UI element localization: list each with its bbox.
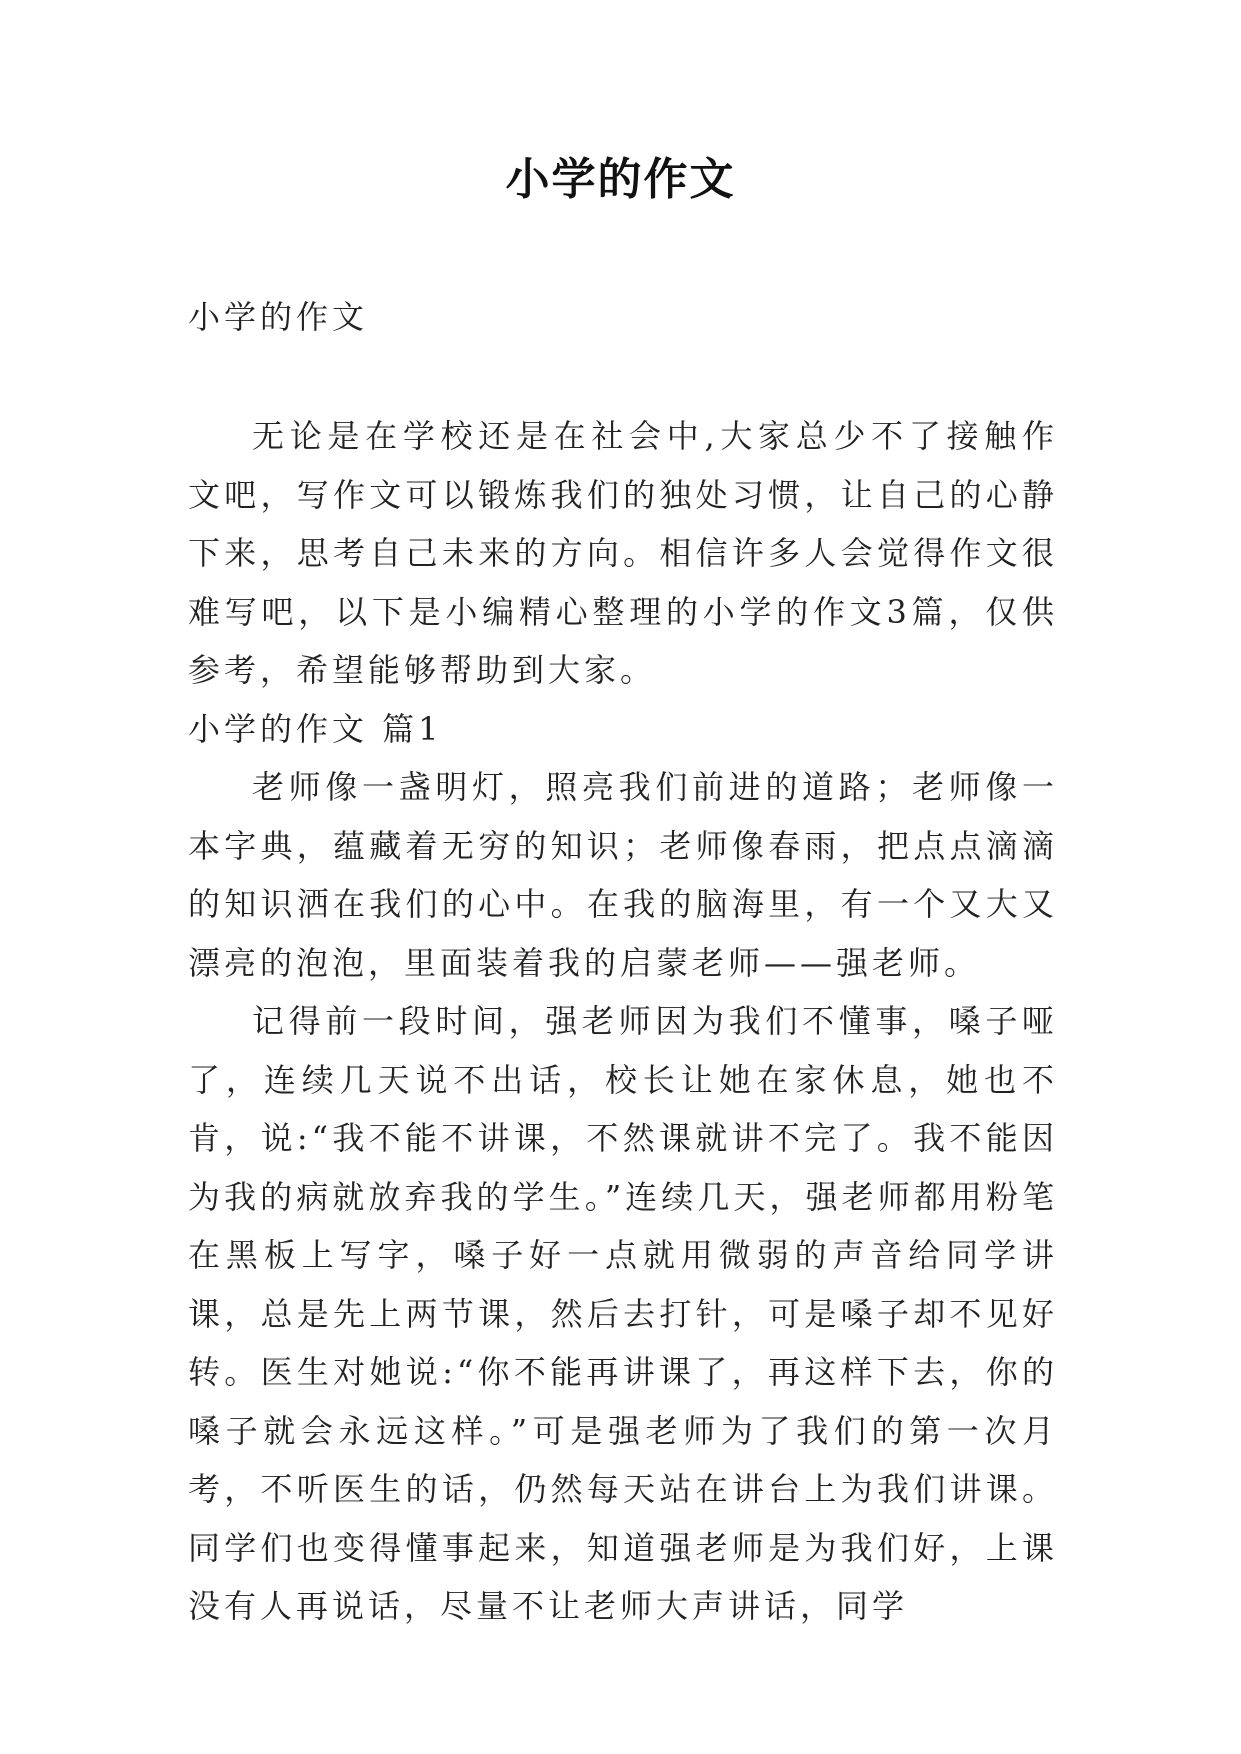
- section-heading: 小学的作文 篇1: [188, 709, 443, 748]
- body-paragraph-1: 老师像一盏明灯，照亮我们前进的道路；老师像一本字典，蕴藏着无穷的知识；老师像春雨，把点点滴滴的知识洒在我们的心中。在我的脑海里，有一个又大又漂亮的泡泡，里面装着我的启蒙老师——强老师。: [188, 768, 1058, 982]
- body-paragraph-2: 记得前一段时间，强老师因为我们不懂事，嗓子哑了，连续几天说不出话，校长让她在家休息，她也不肯，说:“我不能不讲课，不然课就讲不完了。我不能因为我的病就放弃我的学生。”连续几天，强老师都用粉笔在黑板上写字，嗓子好一点就用微弱的声音给同学讲课，总是先上两节课，然后去打针，可是嗓子却不见好转。医生对她说:“你不能再讲课了，再这样下去，你的嗓子就会永远这样。”可是强老师为了我们的第一次月考，不听医生的话，仍然每天站在讲台上为我们讲课。同学们也变得懂事起来，知道强老师是为我们好，上课没有人再说话，尽量不让老师大声讲话，同学: [188, 1002, 1058, 1625]
- document-subtitle: 小学的作文: [188, 298, 369, 336]
- document-title: 小学的作文: [505, 154, 736, 205]
- intro-paragraph: 无论是在学校还是在社会中,大家总少不了接触作文吧，写作文可以锻炼我们的独处习惯，让自己的心静下来，思考自己未来的方向。相信许多人会觉得作文很难写吧，以下是小编精心整理的小学的作文3篇，仅供参考，希望能够帮助到大家。: [188, 417, 1058, 689]
- document-body: [188, 407, 1058, 1636]
